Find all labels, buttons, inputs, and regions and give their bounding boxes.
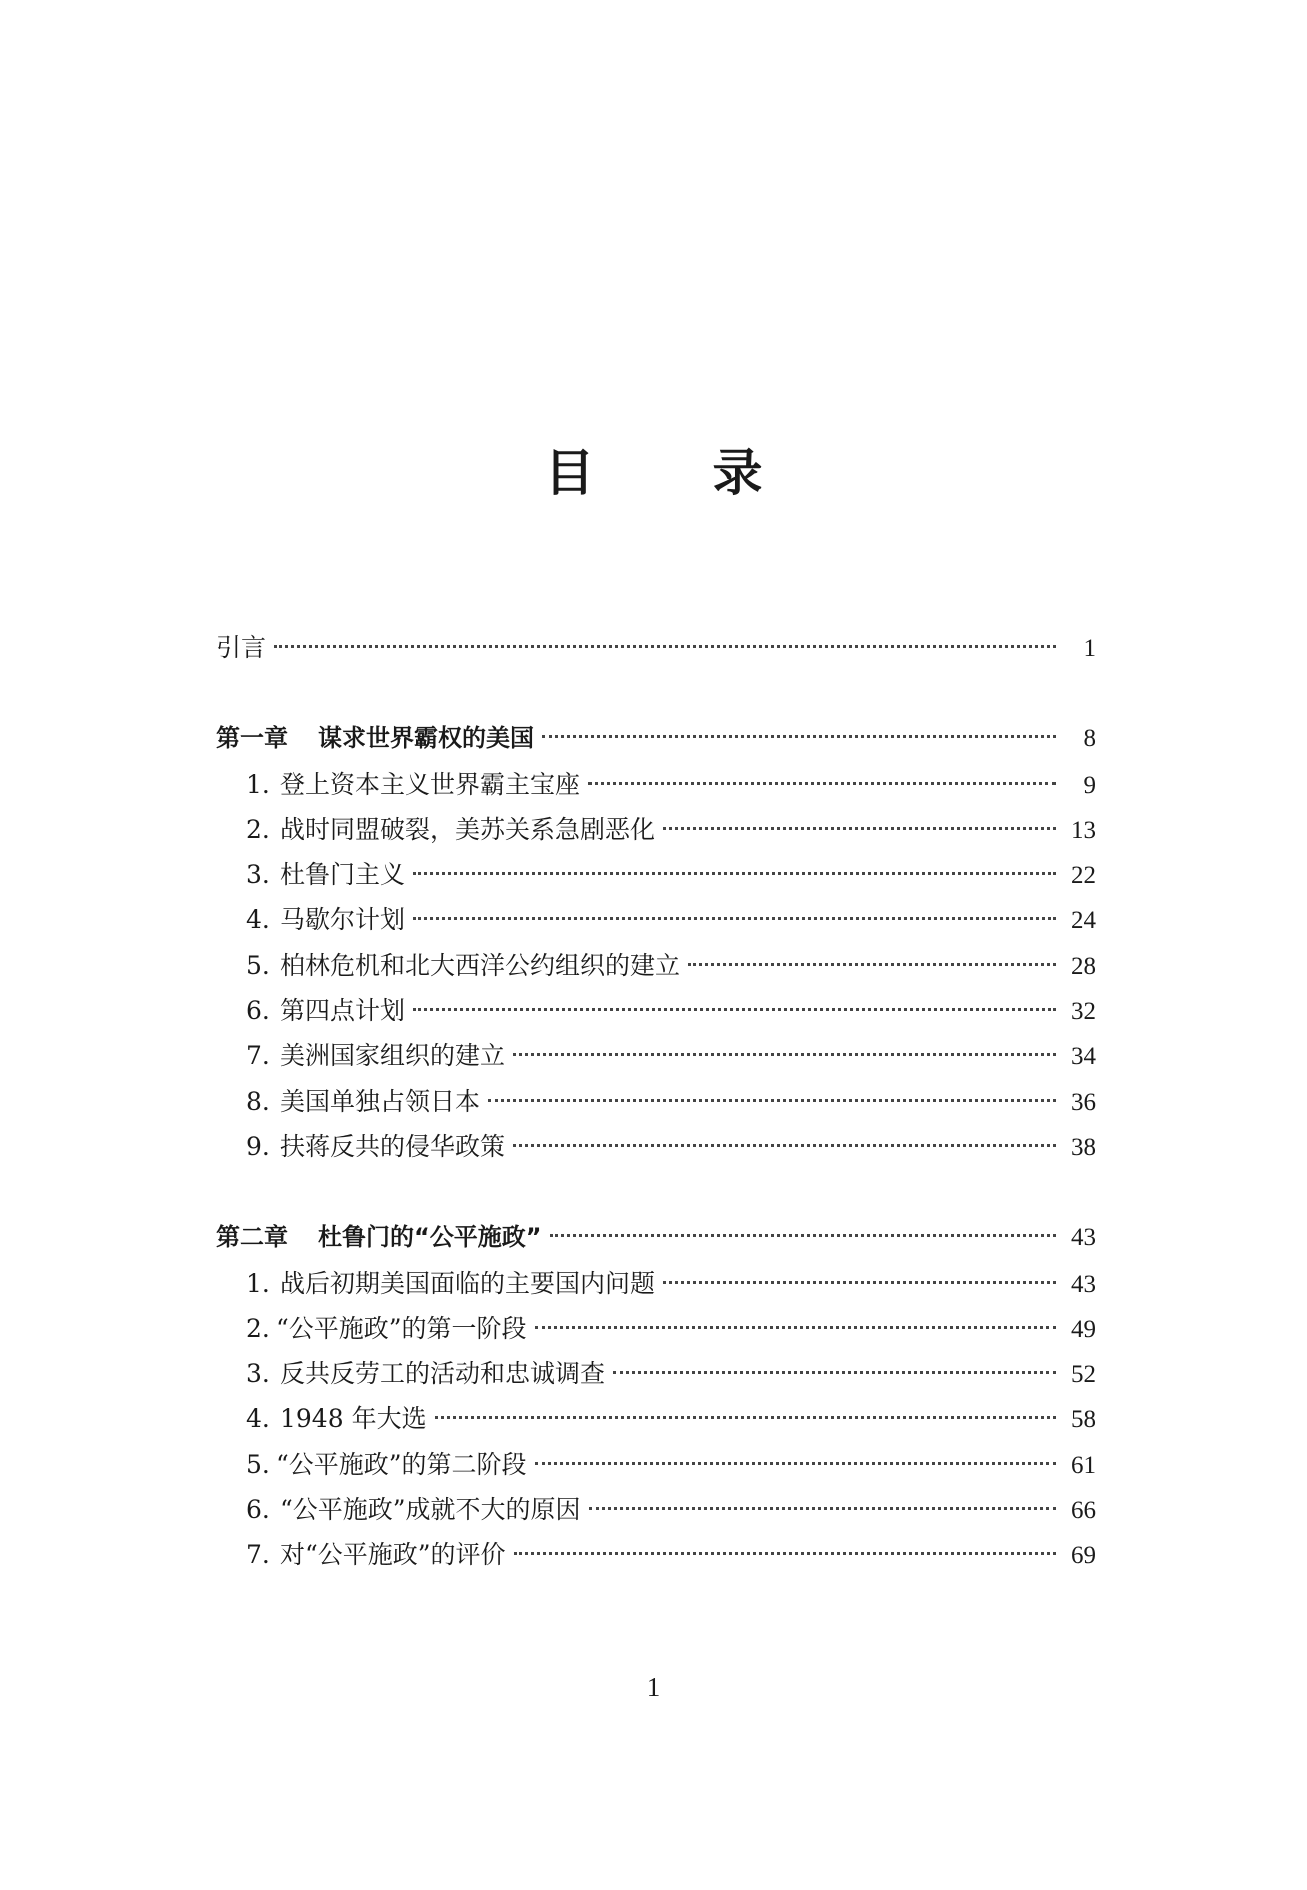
toc-page-number: 8 xyxy=(1083,725,1096,753)
section-title: 反共反劳工的活动和忠诚调查 xyxy=(280,1359,606,1389)
toc-page-number: 1 xyxy=(1083,635,1096,662)
dot-leader xyxy=(550,1234,1056,1237)
section-number: 6. xyxy=(246,1495,270,1525)
toc-page-number: 34 xyxy=(1071,1043,1096,1071)
dot-leader xyxy=(413,872,1056,875)
section-number: 1. xyxy=(246,769,270,799)
toc-page-number: 43 xyxy=(1071,1270,1096,1298)
section-title: 战时同盟破裂，美苏关系急剧恶化 xyxy=(280,814,656,844)
section-title: “公平施政”的第二阶段 xyxy=(276,1449,527,1479)
toc-entry-section[interactable] xyxy=(216,762,1096,807)
section-title: “公平施政”的第一阶段 xyxy=(276,1313,527,1343)
toc-entry-section[interactable] xyxy=(216,1442,1096,1487)
dot-leader xyxy=(535,1462,1056,1465)
dot-leader xyxy=(413,917,1056,920)
dot-leader xyxy=(688,963,1056,966)
toc-page-number: 52 xyxy=(1071,1361,1096,1389)
section-title: 杜鲁门主义 xyxy=(280,860,406,890)
toc-group-chapter-1 xyxy=(216,716,1096,1169)
dot-leader xyxy=(488,1099,1056,1102)
section-title: 1948 年大选 xyxy=(280,1404,427,1434)
toc-entry-section[interactable] xyxy=(216,807,1096,852)
section-title: 扶蒋反共的侵华政策 xyxy=(280,1131,506,1161)
toc-page-number: 61 xyxy=(1071,1451,1096,1479)
section-title: 对“公平施政”的评价 xyxy=(280,1540,506,1570)
toc-entry-section[interactable] xyxy=(216,897,1096,942)
page-title-char-1: 目 xyxy=(544,443,595,502)
section-title: 美洲国家组织的建立 xyxy=(280,1041,506,1071)
chapter-number: 第二章 xyxy=(216,1223,288,1252)
toc-entry-section[interactable] xyxy=(216,1261,1096,1306)
toc-entry-chapter[interactable] xyxy=(216,1215,1096,1260)
toc-group-intro xyxy=(216,625,1096,670)
dot-leader xyxy=(535,1326,1056,1329)
section-number: 2. xyxy=(246,814,270,844)
toc-page-number: 58 xyxy=(1071,1406,1096,1434)
toc-page-number: 49 xyxy=(1071,1315,1096,1343)
section-title: “公平施政”成就不大的原因 xyxy=(280,1495,581,1525)
chapter-title: 谋求世界霸权的美国 xyxy=(318,724,534,753)
toc-entry-intro[interactable] xyxy=(216,625,1096,670)
section-number: 7. xyxy=(246,1540,270,1570)
toc-page-number: 38 xyxy=(1071,1133,1096,1161)
dot-leader xyxy=(514,1552,1056,1555)
section-number: 3. xyxy=(246,860,270,890)
toc-page-number: 28 xyxy=(1071,952,1096,980)
dot-leader xyxy=(435,1416,1056,1419)
toc-page-number: 69 xyxy=(1071,1542,1096,1570)
section-number: 2. xyxy=(246,1313,270,1343)
dot-leader xyxy=(613,1371,1056,1374)
section-number: 4. xyxy=(246,905,270,935)
toc-page-number: 66 xyxy=(1071,1497,1096,1525)
toc-entry-section[interactable] xyxy=(216,1532,1096,1577)
toc-entry-section[interactable] xyxy=(216,852,1096,897)
dot-leader xyxy=(663,827,1056,830)
dot-leader xyxy=(542,735,1056,738)
page-title xyxy=(0,438,1307,508)
chapter-heading xyxy=(216,716,534,761)
toc-entry-title: 引言 xyxy=(216,633,267,662)
section-number: 9. xyxy=(246,1131,270,1161)
chapter-heading xyxy=(216,1215,542,1260)
section-number: 3. xyxy=(246,1359,270,1389)
section-number: 1. xyxy=(246,1268,270,1298)
section-number: 7. xyxy=(246,1041,270,1071)
toc-entry-section[interactable] xyxy=(216,988,1096,1033)
toc-group-chapter-2 xyxy=(216,1215,1096,1577)
dot-leader xyxy=(588,782,1056,785)
chapter-title: 杜鲁门的“公平施政” xyxy=(318,1223,542,1252)
section-title: 美国单独占领日本 xyxy=(280,1086,481,1116)
toc-entry-section[interactable] xyxy=(216,1487,1096,1532)
dot-leader xyxy=(413,1008,1056,1011)
toc-page-number: 36 xyxy=(1071,1088,1096,1116)
toc-page-number: 43 xyxy=(1071,1224,1096,1252)
dot-leader xyxy=(513,1053,1056,1056)
section-title: 登上资本主义世界霸主宝座 xyxy=(280,769,581,799)
toc-entry-section[interactable] xyxy=(216,1396,1096,1441)
section-title: 马歇尔计划 xyxy=(280,905,406,935)
toc-entry-section[interactable] xyxy=(216,1351,1096,1396)
table-of-contents xyxy=(216,625,1096,1624)
toc-entry-chapter[interactable] xyxy=(216,716,1096,761)
section-number: 4. xyxy=(246,1404,270,1434)
section-number: 6. xyxy=(246,996,270,1026)
toc-page-number: 24 xyxy=(1071,907,1096,935)
section-title: 柏林危机和北大西洋公约组织的建立 xyxy=(280,950,681,980)
chapter-number: 第一章 xyxy=(216,724,288,753)
toc-page-number: 13 xyxy=(1071,816,1096,844)
toc-page-number: 32 xyxy=(1071,998,1096,1026)
toc-entry-section[interactable] xyxy=(216,1306,1096,1351)
toc-entry-section[interactable] xyxy=(216,1033,1096,1078)
page-title-char-2: 录 xyxy=(712,443,763,502)
toc-page-number: 22 xyxy=(1071,862,1096,890)
dot-leader xyxy=(513,1144,1056,1147)
dot-leader xyxy=(663,1281,1056,1284)
section-number: 5. xyxy=(246,1449,270,1479)
section-number: 8. xyxy=(246,1086,270,1116)
section-title: 战后初期美国面临的主要国内问题 xyxy=(280,1268,656,1298)
toc-entry-section[interactable] xyxy=(216,1124,1096,1169)
dot-leader xyxy=(589,1507,1056,1510)
section-title: 第四点计划 xyxy=(280,996,406,1026)
page-number-footer: 1 xyxy=(646,1672,661,1702)
toc-page-number: 9 xyxy=(1083,771,1096,799)
toc-entry-section[interactable] xyxy=(216,943,1096,988)
dot-leader xyxy=(274,645,1056,648)
section-number: 5. xyxy=(246,950,270,980)
toc-entry-section[interactable] xyxy=(216,1079,1096,1124)
